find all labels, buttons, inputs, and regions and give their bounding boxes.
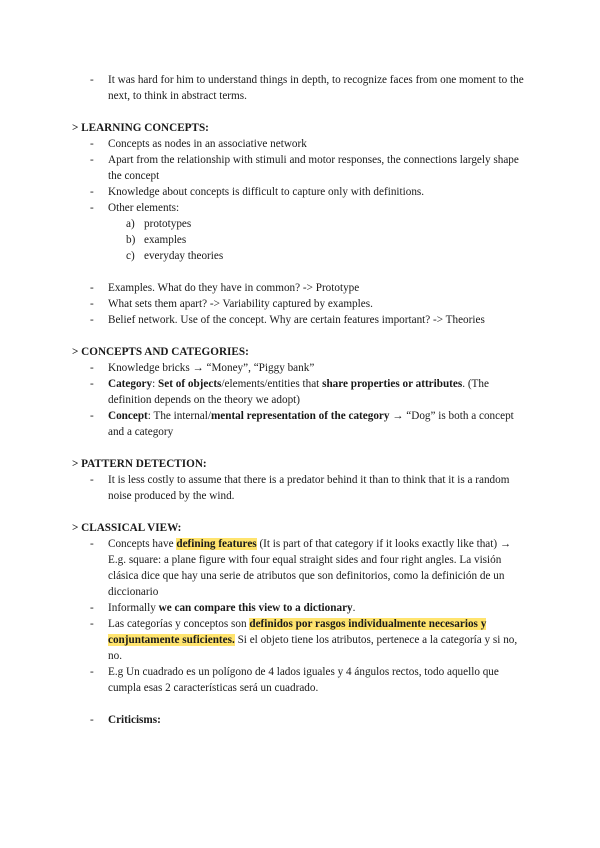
list-item: - Concepts have defining features (It is part of that category if it looks exactly like that) → E.g. square: a plane figure with four equal straight sides and four right angles. La visión clásica dice que hay una serie de atributos que son definitorios, como la definición de un diccionario	[0, 536, 528, 600]
sub-list-item: c) everyday theories	[126, 250, 224, 262]
heading-learning-concepts: > LEARNING CONCEPTS:	[72, 122, 209, 134]
list-item: - Category: Set of objects/elements/entities that share properties or attributes. (The definition depends on the theory we adopt)	[0, 376, 528, 408]
heading-concepts-categories: > CONCEPTS AND CATEGORIES:	[72, 346, 249, 358]
list-item: - Other elements: a) prototypes b) examples c) everyday theories	[0, 200, 528, 264]
learning-list	[0, 136, 600, 264]
sub-list-item: a) prototypes	[126, 218, 192, 230]
highlight: defining features	[176, 538, 257, 550]
list-item: - Knowledge bricks → “Money”, “Piggy bank”	[0, 360, 528, 376]
list-item: - It is less costly to assume that there is a predator behind it than to think that it is a random noise produced by the wind.	[0, 472, 528, 504]
pattern-list	[0, 472, 600, 504]
concepts-list	[0, 360, 600, 440]
list-item: - Examples. What do they have in common? -> Prototype	[0, 280, 528, 296]
list-item: - Concept: The internal/mental representation of the category → “Dog” is both a concept and a category	[0, 408, 528, 440]
list-item: - Criticisms:	[0, 712, 528, 728]
heading-classical-view: > CLASSICAL VIEW:	[72, 522, 182, 534]
sub-list-item: b) examples	[126, 234, 187, 246]
list-item: - Knowledge about concepts is difficult to capture only with definitions.	[0, 184, 528, 200]
list-item: - Las categorías y conceptos son definidos por rasgos individualmente necesarios y conjuntamente suficientes. Si el objeto tiene los atributos, pertenece a la categoría y si no, no.	[0, 616, 528, 664]
classical-list	[0, 536, 600, 696]
list-item: - Concepts as nodes in an associative network	[0, 136, 528, 152]
list-item: - E.g Un cuadrado es un polígono de 4 lados iguales y 4 ángulos rectos, todo aquello que cumpla esas 2 características será un cuadrado.	[0, 664, 528, 696]
heading-pattern-detection: > PATTERN DETECTION:	[72, 458, 207, 470]
list-item: - Apart from the relationship with stimuli and motor responses, the connections largely shape the concept	[0, 152, 528, 184]
list-item: - It was hard for him to understand things in depth, to recognize faces from one moment to the next, to think in abstract terms.	[0, 72, 528, 104]
list-item: - Belief network. Use of the concept. Why are certain features important? -> Theories	[0, 312, 528, 328]
intro-list	[0, 72, 600, 104]
sub-list	[108, 216, 528, 264]
highlight: definidos por rasgos individualmente necesarios y conjuntamente suficientes.	[108, 618, 487, 646]
classical-list-2	[0, 712, 600, 728]
learning-list-2	[0, 280, 600, 328]
list-item: - What sets them apart? -> Variability captured by examples.	[0, 296, 528, 312]
list-item: - Informally we can compare this view to a dictionary.	[0, 600, 528, 616]
